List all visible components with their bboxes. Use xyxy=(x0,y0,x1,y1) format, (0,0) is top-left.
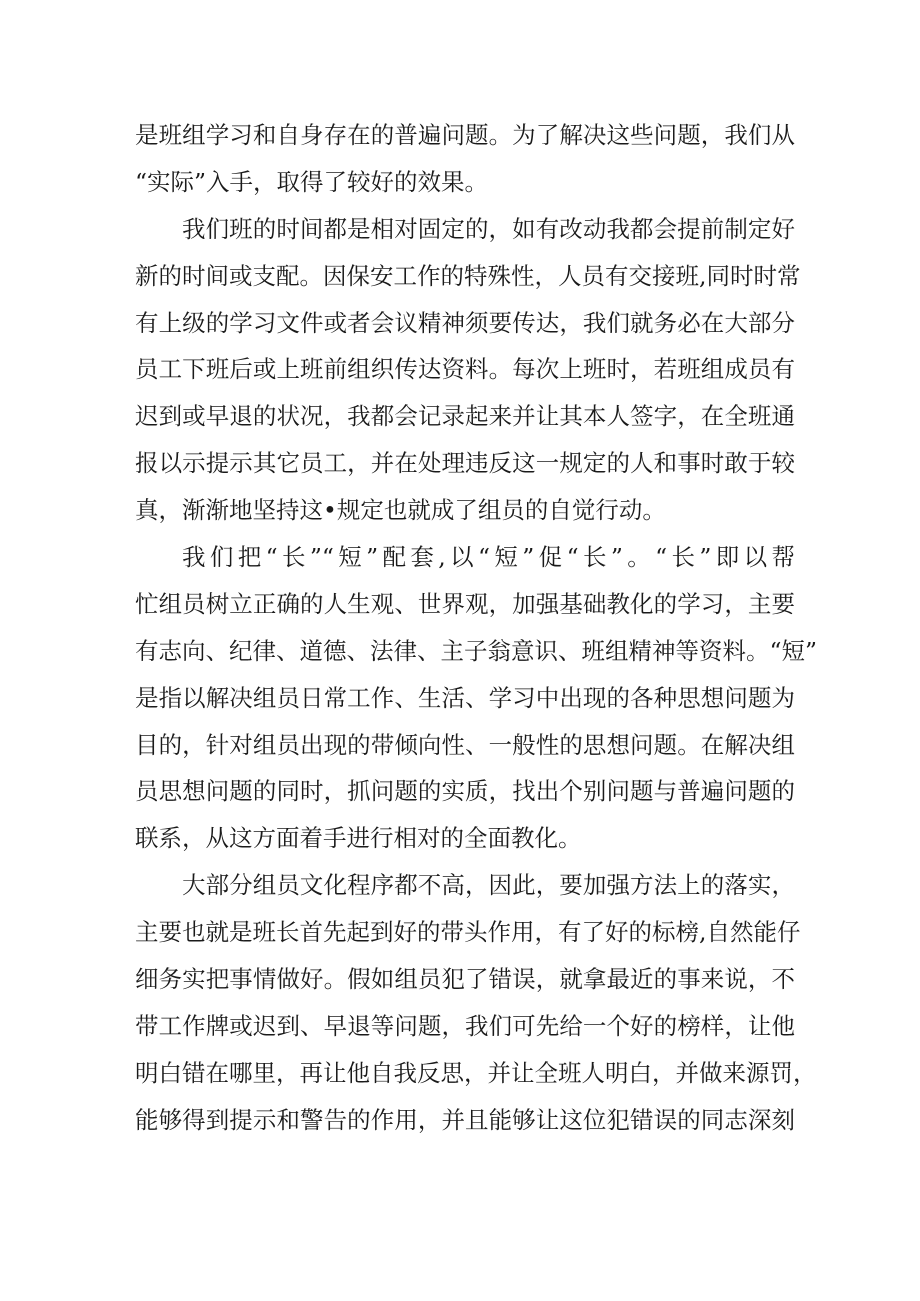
text-line: 员思想问题的同时，抓问题的实质，找出个别问题与普遍问题的 xyxy=(135,777,795,806)
text-line: 目的，针对组员出现的带倾向性、一般性的思想问题。在解决组 xyxy=(135,730,795,759)
text-line: 能够得到提示和警告的作用，并且能够让这位犯错误的同志深刻 xyxy=(135,1105,795,1134)
text-line: 联系，从这方面着手进行相对的全面教化。 xyxy=(135,824,582,853)
text-line: 报以示提示其它员工，并在处理违反这一规定的人和事时敢于较 xyxy=(135,449,795,478)
paragraph-3 xyxy=(135,534,818,862)
text-line: 明白错在哪里，再让他自我反思，并让全班人明白，并做来源罚， xyxy=(135,1058,817,1087)
text-line: 忙组员树立正确的人生观、世界观，加强基础教化的学习，主要 xyxy=(135,589,795,618)
text-line: 有上级的学习文件或者会议精神须要传达，我们就务必在大部分 xyxy=(135,308,795,337)
text-line: 我们班的时间都是相对固定的，如有改动我都会提前制定好 xyxy=(182,214,795,243)
text-line: 有志向、纪律、道德、法律、主子翁意识、班组精神等资料。“短” xyxy=(135,636,818,665)
text-line: 是班组学习和自身存在的普遍问题。为了解决这些问题，我们从 xyxy=(135,121,795,149)
text-line: 带工作牌或迟到、早退等问题，我们可先给一个好的榜样，让他 xyxy=(135,1011,795,1040)
text-line: 主要也就是班长首先起到好的带头作用，有了好的标榜,自然能仔 xyxy=(135,918,801,947)
paragraph-4 xyxy=(135,862,817,1143)
text-line: “实际”入手，取得了较好的效果。 xyxy=(135,167,489,196)
paragraph-1 xyxy=(135,112,795,206)
text-line: 员工下班后或上班前组织传达资料。每次上班时，若班组成员有 xyxy=(135,355,795,384)
text-line: 是指以解决组员日常工作、生活、学习中出现的各种思想问题为 xyxy=(135,683,795,712)
text-line: 大部分组员文化程序都不高，因此，要加强方法上的落实， xyxy=(182,871,795,900)
document-body xyxy=(135,112,818,1144)
text-line: 我们把“长”“短”配套,以“短”促“长”。“长”即以帮 xyxy=(182,543,795,572)
text-line: 新的时间或支配。因保安工作的特殊性，人员有交接班,同时时常 xyxy=(135,261,801,290)
text-line: 真，渐渐地坚持这•规定也就成了组员的自觉行动。 xyxy=(135,496,666,525)
paragraph-2 xyxy=(135,206,801,534)
text-line: 细务实把事情做好。假如组员犯了错误，就拿最近的事来说，不 xyxy=(135,965,795,994)
text-line: 迟到或早退的状况，我都会记录起来并让其本人签字，在全班通 xyxy=(135,402,795,431)
